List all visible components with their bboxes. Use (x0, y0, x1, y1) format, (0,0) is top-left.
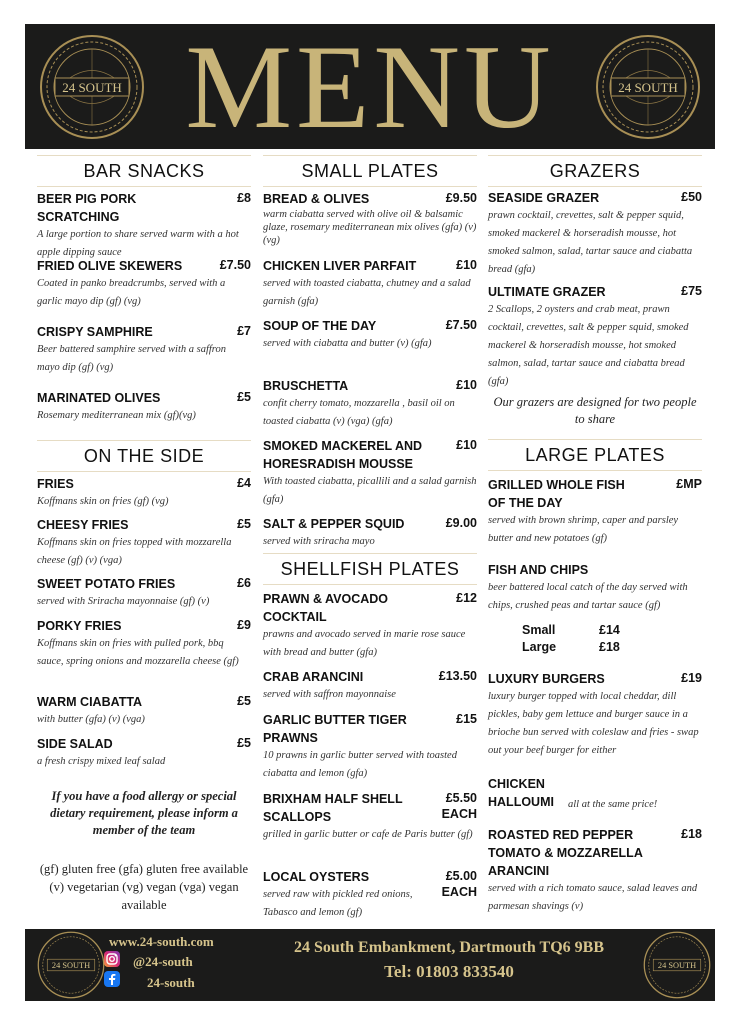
item-desc: Beer battered samphire served with a saffron mayo dip (gf) (vg) (37, 344, 226, 373)
item-price: £75 (681, 284, 702, 298)
item-name: FRIES (37, 477, 74, 491)
item-price: £5.00 EACH (441, 869, 477, 899)
fish-size-small-label: Small (522, 623, 556, 637)
menu-header (25, 20, 715, 153)
item-name: SWEET POTATO FRIES (37, 577, 176, 591)
item-price: £MP (676, 477, 702, 491)
item-price: £15 (456, 712, 477, 726)
address: 24 South Embankment, Dartmouth TQ6 9BB (294, 939, 604, 956)
instagram-icon[interactable] (104, 951, 120, 967)
item-price: £9 (237, 618, 251, 632)
menu-item (263, 590, 477, 662)
fish-size-small-price: £14 (599, 623, 620, 637)
item-price: £4 (237, 476, 251, 490)
burger-alt-chicken: CHICKEN (488, 777, 545, 791)
item-desc: beer battered local catch of the day served with chips, crushed peas and tartar sauce (gf) (488, 582, 688, 611)
item-price: £50 (681, 190, 702, 204)
item-name: ULTIMATE GRAZER (488, 285, 606, 299)
item-desc: warm ciabatta served with olive oil & balsamic glaze, rosemary mediterranean mix olives (gfa) (v) (vg) (263, 209, 477, 246)
item-name: MARINATED OLIVES (37, 391, 161, 405)
item-price: £5 (237, 517, 251, 531)
menu-item (263, 257, 477, 311)
item-name: FISH AND CHIPS (488, 563, 589, 577)
logo-left-text: 24 SOUTH (62, 80, 122, 95)
menu-item (37, 190, 251, 262)
item-desc: served with a rich tomato sauce, salad leaves and parmesan shavings (v) (488, 883, 698, 912)
menu-item (37, 323, 251, 377)
item-name: ROASTED RED PEPPER TOMATO & MOZZARELLA ARANCINI (488, 828, 643, 878)
section-heading-grazers: GRAZERS (488, 155, 702, 187)
item-desc: grilled in garlic butter or cafe de Paris butter (gf) (263, 829, 473, 840)
menu-item (488, 670, 702, 760)
item-name: WARM CIABATTA (37, 695, 143, 709)
item-name: BREAD & OLIVES (263, 192, 370, 206)
item-price: £13.50 (438, 669, 477, 683)
item-name: LUXURY BURGERS (488, 672, 605, 686)
item-desc: Koffmans skin on fries topped with mozzarella cheese (gf) (v) (vga) (37, 537, 232, 566)
menu-item (37, 389, 251, 425)
item-name: PRAWN & AVOCADO COCKTAIL (263, 592, 388, 624)
item-price: £9.50 (445, 191, 477, 205)
item-name: FRIED OLIVE SKEWERS (37, 259, 183, 273)
item-name: SALT & PEPPER SQUID (263, 517, 405, 531)
website-link[interactable]: www.24-south.com (109, 934, 214, 949)
item-desc: served with ciabatta and butter (v) (gfa) (263, 338, 432, 349)
item-desc: with butter (gfa) (v) (vga) (37, 714, 145, 725)
item-name: SMOKED MACKEREL AND HORESRADISH MOUSSE (263, 439, 423, 471)
item-desc: luxury burger topped with local cheddar, dill pickles, baby gem lettuce and burger sauce in a brioche bun served with coleslaw and fries - swap out your beef burger for either (488, 691, 699, 756)
menu-item (263, 437, 477, 509)
item-price: £7 (237, 324, 251, 338)
logo-left (39, 34, 145, 140)
item-price: £19 (681, 671, 702, 685)
menu-item (263, 711, 477, 783)
fish-size-large-label: Large (522, 640, 557, 654)
item-desc: 2 Scallops, 2 oysters and crab meat, prawn cocktail, crevettes, salt & pepper squid, smoked mackerel & horseradish mousse, hot smoked salmon, salad, tartar sauce and ciabatta bread (gfa) (488, 304, 689, 387)
grazers-note: Our grazers are designed for two people to share (493, 395, 697, 426)
menu-title: MENU (185, 20, 555, 153)
item-desc: served with saffron mayonnaise (263, 689, 396, 700)
item-price: £6 (237, 576, 251, 590)
item-price: £10 (456, 378, 477, 392)
menu-item (488, 826, 702, 916)
item-price: £5 (237, 390, 251, 404)
item-desc: a fresh crispy mixed leaf salad (37, 756, 166, 767)
item-name: BRIXHAM HALF SHELL SCALLOPS (263, 792, 403, 824)
menu-item (263, 317, 477, 353)
menu-item (37, 475, 251, 511)
menu-item (37, 617, 251, 671)
facebook-handle[interactable]: 24-south (147, 975, 195, 990)
item-price: £9.00 (445, 516, 477, 530)
item-desc: Koffmans skin on fries (gf) (vg) (37, 496, 169, 507)
item-price: £5.50 EACH (441, 791, 477, 821)
item-desc: Rosemary mediterranean mix (gf)(vg) (37, 410, 196, 421)
item-desc: prawn cocktail, crevettes, salt & pepper squid, smoked mackerel & horseradish mousse, hot smoked salmon, salad, tartar sauce and ciabatta bread (gfa) (488, 210, 693, 275)
item-desc: With toasted ciabatta, picallili and a salad garnish (gfa) (263, 476, 477, 505)
item-price: £5 (237, 694, 251, 708)
menu-item (37, 693, 251, 729)
phone[interactable]: Tel: 01803 833540 (384, 962, 514, 981)
section-heading-shellfish-plates: SHELLFISH PLATES (263, 553, 477, 585)
footer-logo-right (643, 931, 711, 999)
item-desc: A large portion to share served warm with a hot apple dipping sauce (37, 229, 239, 258)
item-price: £10 (456, 258, 477, 272)
footer-logo-left-text: 24 SOUTH (51, 961, 91, 971)
fish-size-large-price: £18 (599, 640, 620, 654)
item-desc: 10 prawns in garlic butter served with toasted ciabatta and lemon (gfa) (263, 750, 457, 779)
menu-item (263, 377, 477, 431)
footer-logo-right-text: 24 SOUTH (657, 961, 697, 971)
menu-item (263, 190, 477, 247)
item-name: GRILLED WHOLE FISH OF THE DAY (488, 478, 625, 510)
footer-logo-left (37, 931, 105, 999)
item-name: SEASIDE GRAZER (488, 191, 600, 205)
menu-item (488, 189, 702, 279)
item-name: CRAB ARANCINI (263, 670, 364, 684)
menu-item (488, 561, 702, 615)
item-name: CHEESY FRIES (37, 518, 129, 532)
item-price: £5 (237, 736, 251, 750)
item-desc: prawns and avocado served in marie rose sauce with bread and butter (gfa) (263, 629, 466, 658)
item-desc: served with toasted ciabatta, chutney and a salad garnish (gfa) (263, 278, 471, 307)
menu-item (37, 516, 251, 570)
instagram-handle[interactable]: @24-south (133, 954, 193, 969)
menu-item (37, 735, 251, 771)
item-price: £18 (681, 827, 702, 841)
item-price: £8 (237, 191, 251, 205)
item-name: GARLIC BUTTER TIGER PRAWNS (263, 713, 407, 745)
allergy-note: If you have a food allergy or special dietary requirement, please inform a member of the team (50, 789, 238, 837)
item-desc: Koffmans skin on fries with pulled pork, bbq sauce, spring onions and mozzarella cheese (gf) (37, 638, 239, 667)
item-price: £12 (456, 591, 477, 605)
item-price: £7.50 (445, 318, 477, 332)
item-name: PORKY FRIES (37, 619, 122, 633)
item-name: CHICKEN LIVER PARFAIT (263, 259, 417, 273)
menu-item (263, 868, 477, 922)
menu-item (37, 575, 251, 611)
footer (25, 929, 715, 1001)
menu-item (488, 476, 702, 548)
item-desc: confit cherry tomato, mozzarella , basil oil on toasted ciabatta (v) (vga) (gfa) (263, 398, 455, 427)
burger-alt-note: all at the same price! (568, 799, 658, 810)
item-price: £10 (456, 438, 477, 452)
item-desc: served raw with pickled red onions, Tabasco and lemon (gf) (263, 889, 413, 918)
facebook-icon[interactable] (104, 971, 120, 987)
burger-alt-halloumi: HALLOUMI (488, 795, 554, 809)
item-name: CRISPY SAMPHIRE (37, 325, 153, 339)
item-desc: served with sriracha mayo (263, 536, 375, 547)
item-name: SIDE SALAD (37, 737, 113, 751)
item-name: SOUP OF THE DAY (263, 319, 377, 333)
item-name: LOCAL OYSTERS (263, 870, 370, 884)
dietary-legend: (gf) gluten free (gfa) gluten free available (v) vegetarian (vg) vegan (vga) vegan available (39, 862, 249, 912)
logo-right (595, 34, 701, 140)
item-desc: served with brown shrimp, caper and parsley butter and new potatoes (gf) (488, 515, 679, 544)
item-name: BRUSCHETTA (263, 379, 349, 393)
menu-item (37, 257, 251, 311)
section-heading-bar-snacks: BAR SNACKS (37, 155, 251, 187)
item-desc: Coated in panko breadcrumbs, served with a garlic mayo dip (gf) (vg) (37, 278, 226, 307)
menu-item (488, 283, 702, 391)
item-desc: served with Sriracha mayonnaise (gf) (v) (37, 596, 210, 607)
section-heading-on-the-side: ON THE SIDE (37, 440, 251, 472)
menu-item (263, 790, 477, 844)
item-price: £7.50 (219, 258, 251, 272)
section-heading-large-plates: LARGE PLATES (488, 439, 702, 471)
item-name: BEER PIG PORK SCRATCHING (37, 192, 137, 224)
menu-item (263, 515, 477, 551)
section-heading-small-plates: SMALL PLATES (263, 155, 477, 187)
menu-item (263, 668, 477, 704)
logo-right-text: 24 SOUTH (618, 80, 678, 95)
